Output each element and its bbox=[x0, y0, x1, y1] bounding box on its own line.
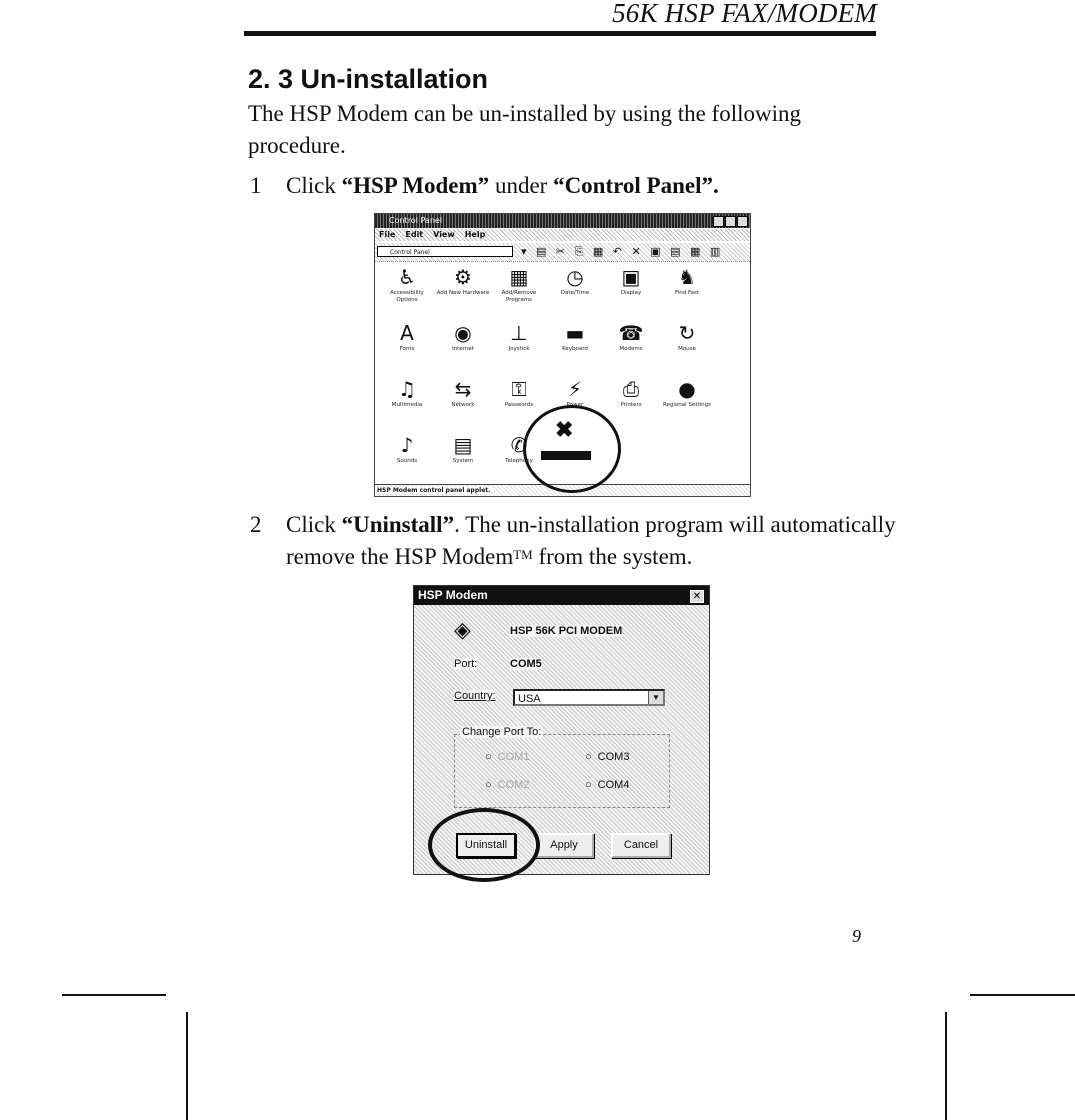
dialog-titlebar bbox=[414, 586, 709, 605]
apply-button[interactable]: Apply bbox=[534, 833, 594, 858]
keyboard-icon: ▬ bbox=[565, 321, 585, 345]
running-header: 56K HSP FAX/MODEM bbox=[612, 0, 877, 28]
country-select[interactable] bbox=[513, 689, 665, 706]
radio-com3[interactable]: ○ COM3 bbox=[585, 751, 630, 763]
control-panel-item[interactable] bbox=[435, 376, 491, 409]
system-icon: ▤ bbox=[453, 433, 473, 457]
control-panel-item[interactable] bbox=[379, 432, 435, 465]
programs-icon: ▦ bbox=[509, 265, 529, 289]
dialog-title: HSP Modem bbox=[418, 588, 488, 602]
control-panel-item-label: Telephony bbox=[505, 458, 533, 464]
telephony-icon: ✆ bbox=[510, 433, 528, 457]
joystick-icon: ⊥ bbox=[510, 321, 528, 345]
change-port-group bbox=[454, 726, 670, 808]
header-rule bbox=[244, 31, 876, 36]
minimize-icon[interactable] bbox=[713, 216, 724, 227]
control-panel-item-label: Sounds bbox=[396, 458, 418, 464]
control-panel-item[interactable] bbox=[379, 320, 435, 353]
control-panel-item-label: Modems bbox=[619, 346, 643, 352]
intro-paragraph: The HSP Modem can be un-installed by using the following procedure. bbox=[248, 101, 801, 158]
control-panel-item-label: Multimedia bbox=[391, 402, 423, 408]
control-panel-item-label: System bbox=[452, 458, 474, 464]
page-number: 9 bbox=[852, 926, 861, 946]
control-panel-item-label: Keyboard bbox=[562, 346, 588, 352]
menu-bar bbox=[375, 229, 750, 241]
control-panel-item[interactable] bbox=[603, 264, 659, 297]
fonts-icon: A bbox=[400, 321, 414, 345]
highlight-circle bbox=[523, 405, 621, 493]
control-panel-item-label: Joystick bbox=[508, 346, 530, 352]
control-panel-item[interactable] bbox=[435, 264, 491, 297]
menu-help[interactable]: Help bbox=[464, 230, 486, 239]
control-panel-item-label: Printers bbox=[620, 402, 642, 408]
hsp-modem-icon[interactable]: ✖ bbox=[555, 417, 574, 442]
multimedia-icon: ♫ bbox=[398, 377, 416, 401]
control-panel-item[interactable] bbox=[547, 320, 603, 353]
port-label: Port: bbox=[454, 658, 478, 670]
step-number: 2 bbox=[250, 512, 262, 537]
modem-icon: ☎ bbox=[618, 321, 644, 345]
control-panel-item[interactable] bbox=[659, 320, 715, 353]
maximize-icon[interactable] bbox=[725, 216, 736, 227]
control-panel-item[interactable] bbox=[547, 376, 603, 409]
step-text: Click “HSP Modem” under “Control Panel”. bbox=[286, 173, 719, 198]
radio-com2[interactable]: ○ COM2 bbox=[485, 779, 530, 791]
control-panel-item[interactable] bbox=[379, 376, 435, 409]
control-panel-item[interactable] bbox=[435, 432, 491, 465]
section-title: 2. 3 Un-installation bbox=[248, 64, 489, 94]
control-panel-item-label: Mouse bbox=[678, 346, 696, 352]
status-bar: HSP Modem control panel applet. bbox=[375, 484, 750, 496]
internet-icon: ◉ bbox=[454, 321, 472, 345]
sounds-icon: ♪ bbox=[400, 433, 414, 457]
highlight-circle bbox=[428, 808, 540, 882]
control-panel-item[interactable] bbox=[659, 376, 715, 409]
control-panel-item-label: Internet bbox=[452, 346, 474, 352]
port-value: COM5 bbox=[510, 658, 542, 670]
control-panel-item[interactable] bbox=[547, 264, 603, 297]
clock-icon: ◷ bbox=[566, 265, 584, 289]
control-panel-item[interactable] bbox=[491, 320, 547, 353]
crop-mark bbox=[186, 1012, 188, 1120]
country-label: Country: bbox=[454, 690, 496, 702]
control-panel-item[interactable] bbox=[491, 264, 547, 304]
cancel-button[interactable]: Cancel bbox=[611, 833, 671, 858]
close-icon[interactable]: ✕ bbox=[690, 590, 704, 603]
control-panel-item[interactable] bbox=[435, 320, 491, 353]
modem-model: HSP 56K PCI MODEM bbox=[510, 625, 623, 637]
hardware-icon: ⚙ bbox=[454, 265, 472, 289]
crop-mark bbox=[62, 994, 166, 996]
control-panel-item-label: Add/Remove Programs bbox=[501, 290, 537, 303]
find-fast-icon: ♞ bbox=[678, 265, 696, 289]
radio-com4[interactable]: ○ COM4 bbox=[585, 779, 630, 791]
change-port-label: Change Port To: bbox=[462, 726, 542, 738]
passwords-icon: ⚿ bbox=[511, 377, 527, 401]
power-icon: ⚡ bbox=[567, 377, 583, 401]
toolbar bbox=[375, 243, 750, 262]
control-panel-item[interactable] bbox=[659, 264, 715, 297]
control-panel-item-label: Fonts bbox=[399, 346, 415, 352]
control-panel-titlebar bbox=[375, 214, 750, 228]
control-panel-item-label: Regional Settings bbox=[662, 402, 712, 408]
control-panel-item-label: Find Fast bbox=[674, 290, 700, 296]
modem-logo-icon: ◈ bbox=[454, 617, 471, 642]
step-number: 1 bbox=[250, 173, 262, 198]
chevron-down-icon[interactable]: ▼ bbox=[648, 691, 663, 704]
network-icon: ⇆ bbox=[454, 377, 472, 401]
uninstall-button[interactable]: Uninstall bbox=[456, 833, 516, 858]
display-icon: ▣ bbox=[621, 265, 641, 289]
radio-com1[interactable]: ○ COM1 bbox=[485, 751, 530, 763]
control-panel-item-label: Passwords bbox=[504, 402, 534, 408]
accessibility-icon: ♿ bbox=[398, 265, 416, 289]
control-panel-item-label: Power bbox=[566, 402, 584, 408]
crop-mark bbox=[945, 1012, 947, 1120]
step-text: Click “Uninstall”. The un-installation program will automatically remove the HSP Modem™ from the system. bbox=[286, 512, 896, 569]
close-icon[interactable] bbox=[737, 216, 748, 227]
menu-file[interactable]: File bbox=[379, 230, 396, 239]
menu-view[interactable]: View bbox=[433, 230, 455, 239]
control-panel-item-label: Display bbox=[620, 290, 642, 296]
control-panel-item-label: Add New Hardware bbox=[436, 290, 490, 296]
control-panel-item[interactable] bbox=[603, 320, 659, 353]
control-panel-item[interactable] bbox=[603, 376, 659, 409]
window-title: Control Panel bbox=[389, 216, 443, 225]
control-panel-item[interactable] bbox=[491, 376, 547, 409]
address-bar[interactable]: Control Panel bbox=[377, 246, 513, 257]
control-panel-item[interactable] bbox=[379, 264, 435, 304]
control-panel-item-label: Network bbox=[451, 402, 475, 408]
country-value: USA bbox=[518, 693, 541, 705]
printer-icon: ⎙ bbox=[623, 377, 639, 401]
control-panel-item-label: Date/Time bbox=[560, 290, 590, 296]
crop-mark bbox=[970, 994, 1075, 996]
toolbar-icons[interactable]: ▾ ▤ ✂ ⎘ ▦ ↶ ✕ ▣ ▤ ▦ ▥ bbox=[521, 245, 724, 258]
globe-icon: ● bbox=[678, 377, 696, 401]
menu-edit[interactable]: Edit bbox=[405, 230, 424, 239]
control-panel-item-label: Accessibility Options bbox=[390, 290, 424, 303]
mouse-icon: ↻ bbox=[678, 321, 696, 345]
